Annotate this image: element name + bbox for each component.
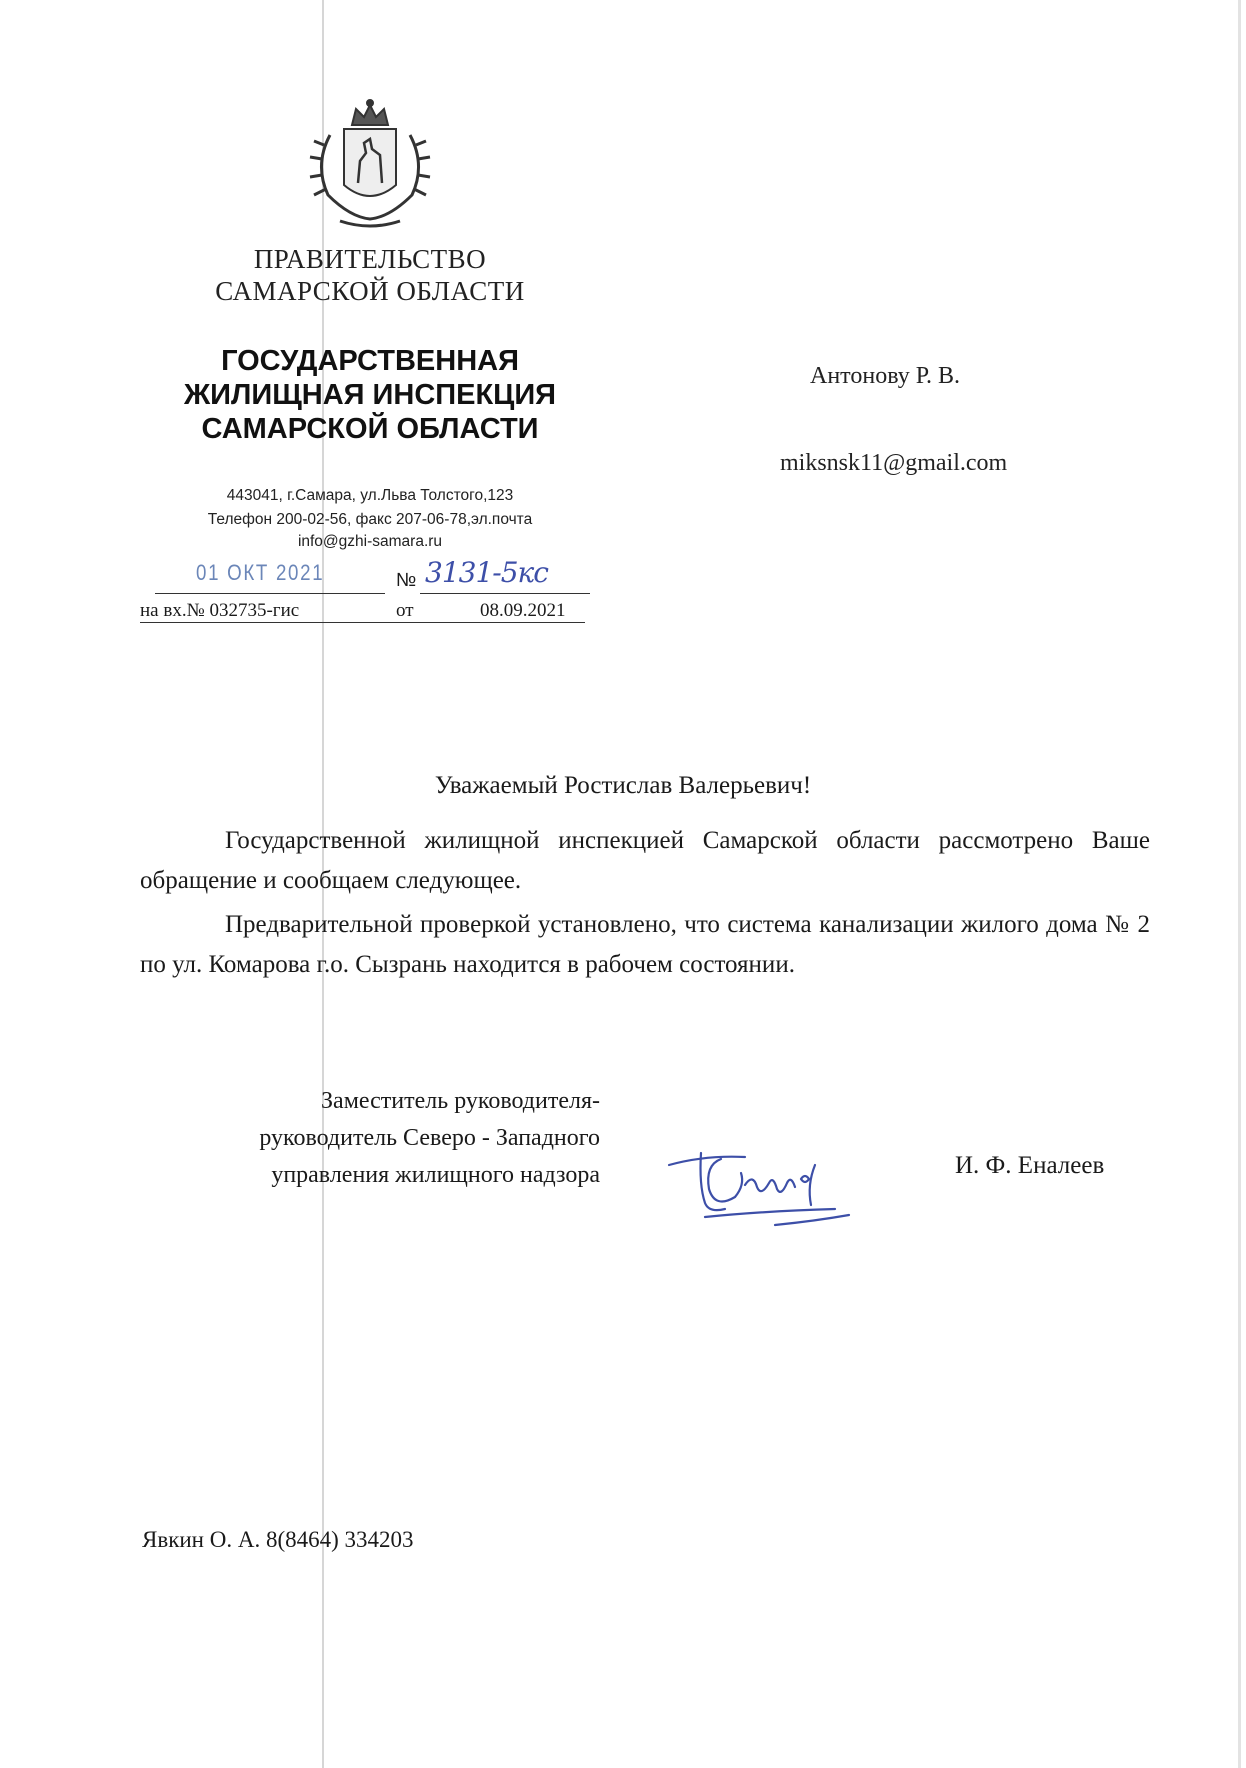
body-paragraph-1-text: Государственной жилищной инспекцией Самарской области рассмотрено Ваше обращение и сообщаем следующее. <box>140 827 1150 894</box>
signer-name: И. Ф. Еналеев <box>955 1152 1105 1179</box>
inspection-title-line-1: ГОСУДАРСТВЕННАЯ <box>221 345 519 377</box>
position-line-1: Заместитель руководителя- <box>321 1088 600 1114</box>
position-line-3: управления жилищного надзора <box>271 1162 600 1188</box>
position-line-2: руководитель Северо - Западного <box>259 1125 600 1151</box>
recipient-name: Антонову Р. В. <box>810 363 961 389</box>
incoming-reference: на вх.№ 032735-гис <box>140 600 300 621</box>
incoming-reference-date: 08.09.2021 <box>480 600 566 621</box>
handwritten-signature-icon <box>665 1125 875 1235</box>
samara-coat-of-arms-icon <box>300 95 440 235</box>
government-title-line-2: САМАРСКОЙ ОБЛАСТИ <box>215 276 525 306</box>
government-title-line-1: ПРАВИТЕЛЬСТВО <box>253 244 487 274</box>
body-paragraph-1 <box>140 821 1150 901</box>
number-label: № <box>396 570 417 591</box>
address-line-1: 443041, г.Самара, ул.Льва Толстого,123 <box>226 487 514 504</box>
reference-underline <box>140 622 585 623</box>
inspection-title-line-3: САМАРСКОЙ ОБЛАСТИ <box>201 413 539 445</box>
signatory-position <box>150 1083 600 1194</box>
registration-date-stamp: 01 ОКТ 2021 <box>196 560 325 585</box>
number-underline <box>420 593 590 594</box>
scan-edge-line <box>1238 0 1241 1768</box>
executor-contact: Явкин О. А. 8(8464) 334203 <box>142 1527 414 1552</box>
greeting: Уважаемый Ростислав Валерьевич! <box>434 772 812 799</box>
handwritten-outgoing-number: 3131-5кс <box>425 556 548 589</box>
recipient-email: miksnsk11@gmail.com <box>780 450 1008 476</box>
from-label: от <box>396 600 414 621</box>
date-underline <box>155 593 385 594</box>
address-line-2: Телефон 200-02-56, факс 207-06-78,эл.почта <box>207 511 533 528</box>
body-paragraph-2 <box>140 905 1150 985</box>
inspection-title-line-2: ЖИЛИЩНАЯ ИНСПЕКЦИЯ <box>183 379 557 411</box>
body-paragraph-2-text: Предварительной проверкой установлено, что система канализации жилого дома № 2 по ул. Комарова г.о. Сызрань находится в рабочем состоянии. <box>140 911 1150 978</box>
address-line-3: info@gzhi-samara.ru <box>297 533 443 550</box>
